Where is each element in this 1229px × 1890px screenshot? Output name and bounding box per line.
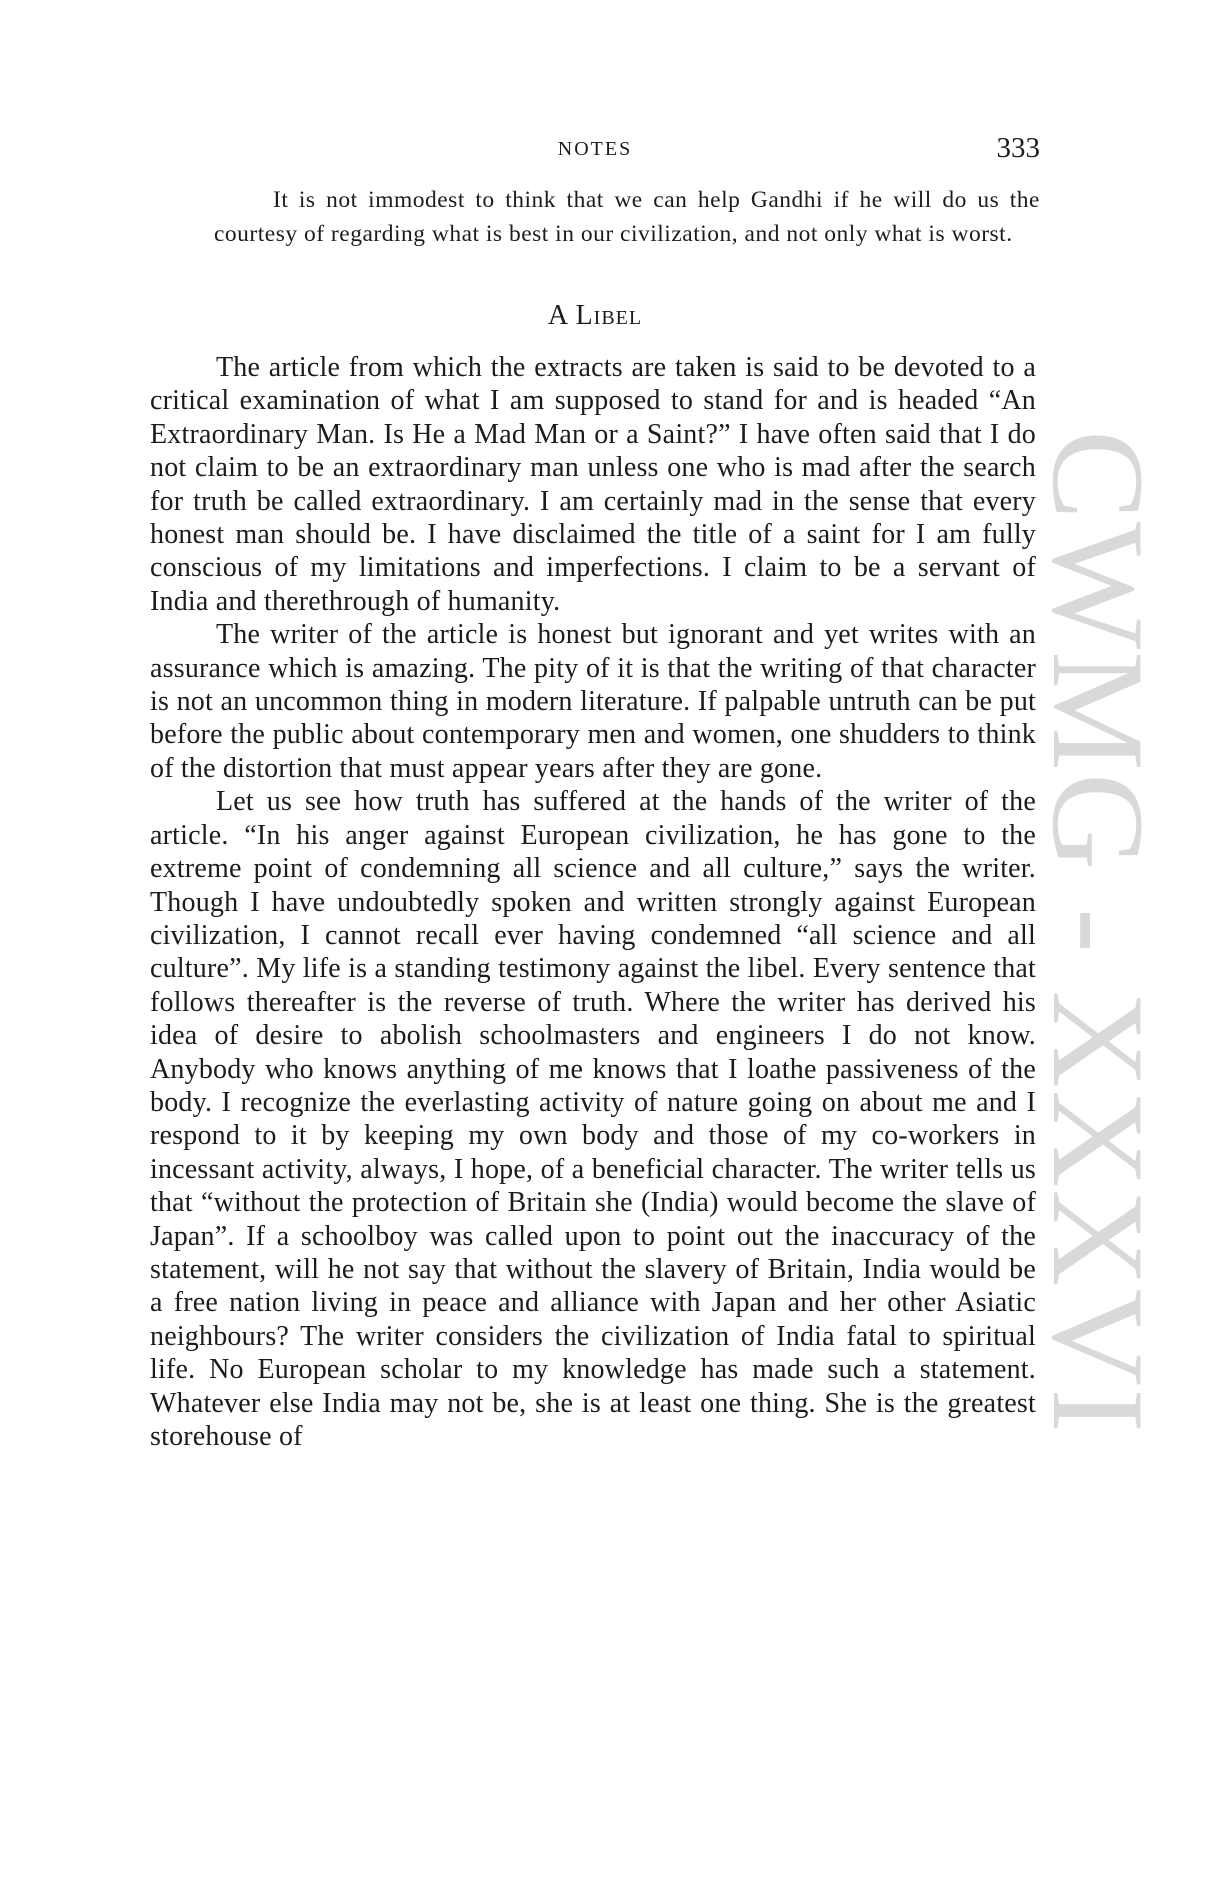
running-head-section: NOTES [557,138,633,160]
section-title [150,300,1040,332]
watermark-graphic [1025,430,1172,1440]
paragraph: The writer of the article is honest but ignorant and yet writes with an assurance which is amazing. The pity of it is that the writing of that character is not an uncommon thing in modern literature. If palpable untruth can be put before the public about contemporary men and women, one shudders to think of the distortion that must appear years after they are gone. [150,619,1036,784]
paragraph: Let us see how truth has suffered at the hands of the writer of the article. “In his anger against European civilization, he has gone to the extreme point of condemning all science and all culture,” says the writer. Though I have undoubtedly spoken and written strongly against European civilization, I cannot recall ever having condemned “all science and all culture”. My life is a standing testimony against the libel. Every sentence that follows thereafter is the reverse of truth. Where the writer has derived his idea of desire to abolish schoolmasters and engineers I do not know. Anybody who knows anything of me knows that I loathe passiveness of the body. I recognize the everlasting activity of nature going on about me and I respond to it by keeping my own body and those of my co-workers in incessant activity, always, I hope, of a beneficial character. The writer tells us that “without the protection of Britain she (India) would become the slave of Japan”. If a schoolboy was called upon to point out the inaccuracy of the statement, will he not say that without the slavery of Britain, India would be a free nation living in peace and alliance with Japan and her other Asiatic neighbours? The writer considers the civilization of India fatal to spiritual life. No European scholar to my knowledge has made such a statement. Whatever else India may not be, she is at least one thing. She is the greatest storehouse of [150,786,1036,1452]
section-title-word: Libel [575,300,643,331]
page-number: 333 [996,132,1040,164]
section-title-article: A [547,300,568,331]
paragraph: The article from which the extracts are taken is said to be devoted to a critical examination of what I am supposed to stand for and is headed “An Extraordinary Man. Is He a Mad Man or a Saint?” I have often said that I do not claim to be an extraordinary man unless one who is mad after the search for truth be called extraordinary. I am certainly mad in the sense that every honest man should be. I have disclaimed the title of a saint for I am fully conscious of my limitations and imperfections. I claim to be a servant of India and therethrough of humanity. [150,352,1036,617]
cwmg-watermark [1025,430,1172,1440]
watermark-text: CWMG - XXXVI [1025,430,1172,1415]
body-text [150,351,1036,1453]
running-head [150,134,1040,170]
block-quote: It is not immodest to think that we can help Gandhi if he will do us the courtesy of regarding what is best in our civilization, and not only what is worst. [214,187,1040,247]
